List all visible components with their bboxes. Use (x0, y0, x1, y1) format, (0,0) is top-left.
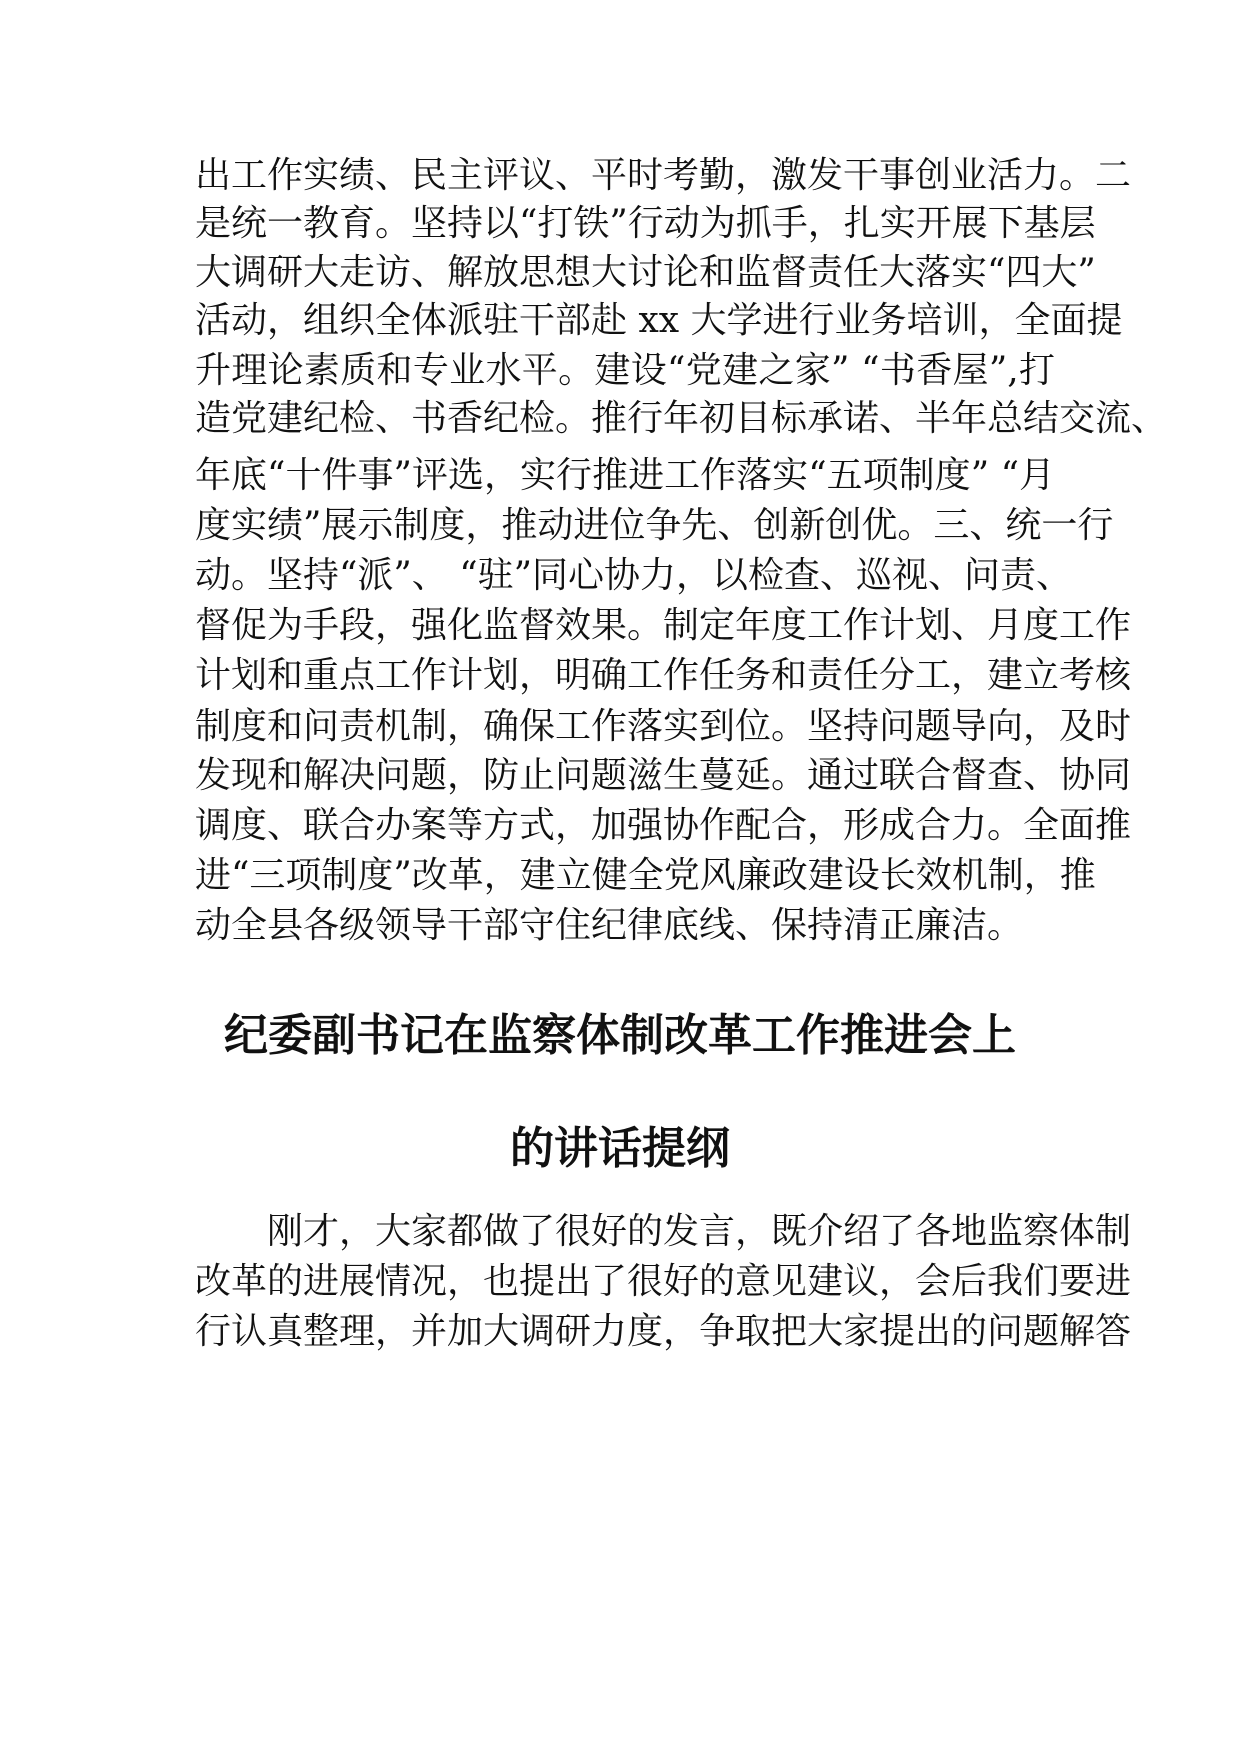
text-line: 出工作实绩、民主评议、平时考勤，激发干事创业活力。二 (195, 155, 1132, 196)
text-line: 是统一教育。坚持以“打铁”行动为抓手，扎实开展下基层 (195, 203, 1096, 244)
text-line: 大调研大走访、解放思想大讨论和监督责任大落实“四大” (195, 252, 1096, 293)
text-line: 动全县各级领导干部守住纪律底线、保持清正廉洁。 (195, 905, 1024, 946)
text-line: 行认真整理，并加大调研力度，争取把大家提出的问题解答 (195, 1311, 1132, 1352)
text-line: 计划和重点工作计划，明确工作任务和责任分工，建立考核 (195, 655, 1132, 696)
text-line: 动。坚持“派”、 “驻”同心协力，以检查、巡视、问责、 (195, 555, 1073, 596)
text-line: 调度、联合办案等方式，加强协作配合，形成合力。全面推 (195, 805, 1132, 846)
text-line: 度实绩”展示制度，推动进位争先、创新创优。三、统一行 (195, 505, 1114, 546)
text-line: 活动，组织全体派驻干部赴 xx 大学进行业务培训，全面提 (195, 300, 1123, 341)
article-title-line-1: 纪委副书记在监察体制改革工作推进会上 (224, 1010, 1016, 1061)
text-line: 升理论素质和专业水平。建设“党建之家” “书香屋”,打 (195, 350, 1055, 391)
text-line: 年底“十件事”评选，实行推进工作落实“五项制度” “月 (195, 455, 1055, 496)
text-line: 刚才，大家都做了很好的发言，既介绍了各地监察体制 (267, 1211, 1132, 1252)
text-line: 改革的进展情况，也提出了很好的意见建议，会后我们要进 (195, 1261, 1132, 1302)
text-line: 进“三项制度”改革，建立健全党风廉政建设长效机制，推 (195, 855, 1096, 896)
text-line: 制度和问责机制，确保工作落实到位。坚持问题导向，及时 (195, 706, 1132, 747)
text-line: 督促为手段，强化监督效果。制定年度工作计划、月度工作 (195, 605, 1132, 646)
text-line: 发现和解决问题，防止问题滋生蔓延。通过联合督查、协同 (195, 755, 1132, 796)
text-line: 造党建纪检、书香纪检。推行年初目标承诺、半年总结交流、 (195, 398, 1168, 439)
article-title-line-2: 的讲话提纲 (510, 1123, 730, 1174)
